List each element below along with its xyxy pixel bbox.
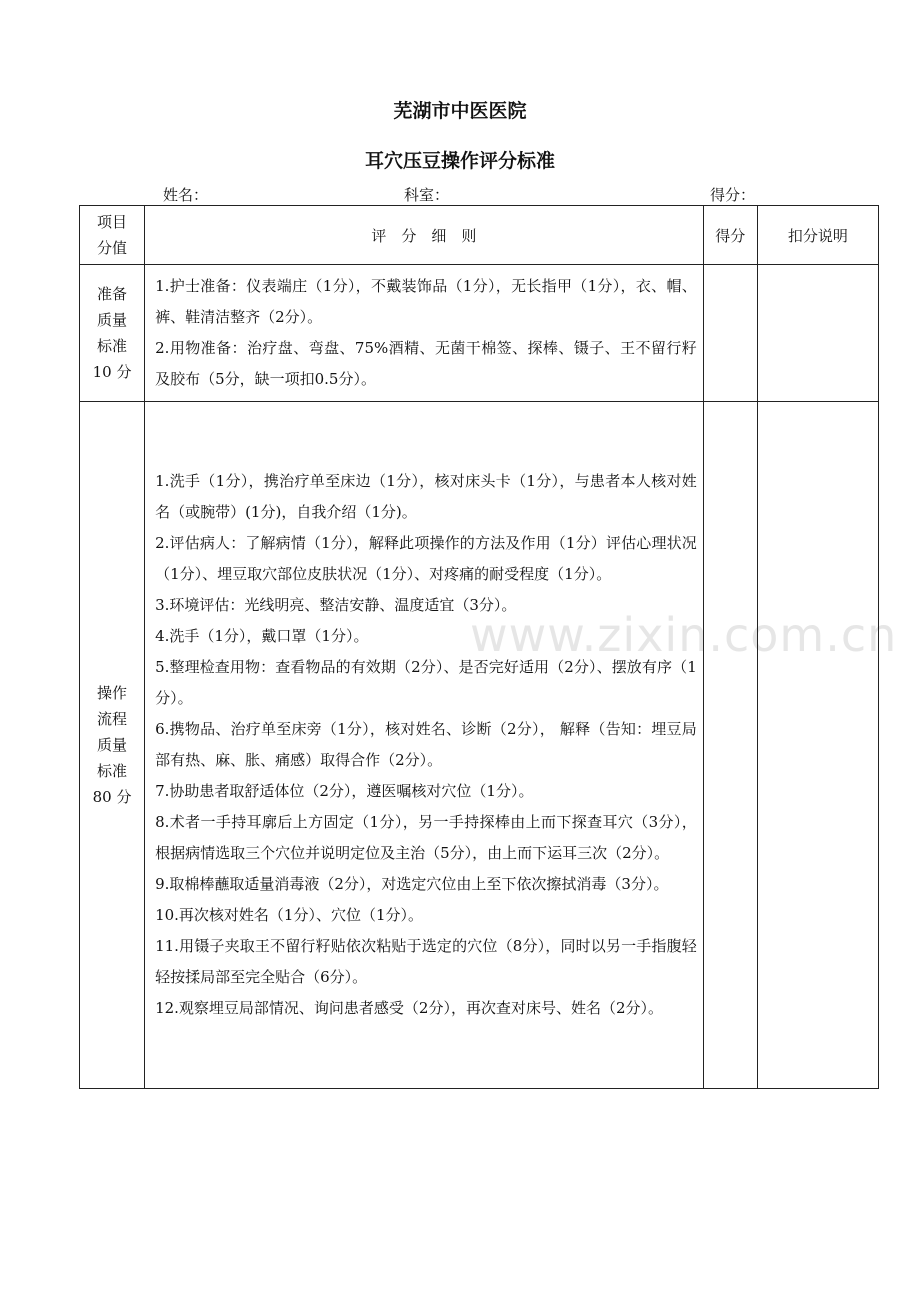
category-line: 操作 <box>97 684 128 702</box>
criteria-item: 4.洗手（1分），戴口罩（1分）。 <box>155 627 369 645</box>
criteria-item: 6.携物品、治疗单至床旁（1分），核对姓名、诊断（2分）， 解释（告知：埋豆局部有热、麻、胀、痛感）取得合作（2分）。 <box>155 720 697 769</box>
category-line: 质量 <box>97 311 128 329</box>
header-category-cell <box>80 206 145 265</box>
watermark-text: www.zixin.com.cn <box>470 608 898 662</box>
table-row-procedure <box>80 402 879 1089</box>
preparation-category-cell <box>80 265 145 402</box>
category-line: 流程 <box>97 710 128 728</box>
category-line: 80 分 <box>92 788 132 806</box>
preparation-note-cell[interactable] <box>757 265 878 402</box>
preparation-score-cell[interactable] <box>703 265 757 402</box>
criteria-item: 7.协助患者取舒适体位（2分），遵医嘱核对穴位（1分）。 <box>155 782 534 800</box>
criteria-item: 1.洗手（1分），携治疗单至床边（1分），核对床头卡（1分），与患者本人核对姓名（或腕带）(1分)，自我介绍（1分)。 <box>155 472 697 521</box>
document-title: 耳穴压豆操作评分标准 <box>364 150 555 172</box>
criteria-item: 12.观察埋豆局部情况、询问患者感受（2分），再次查对床号、姓名（2分）。 <box>155 999 664 1017</box>
category-line: 标准 <box>97 762 128 780</box>
procedure-category-cell <box>80 402 145 1089</box>
criteria-item: 5.整理检查用物：查看物品的有效期（2分）、是否完好适用（2分）、摆放有序（1分）。 <box>155 658 697 707</box>
procedure-note-cell[interactable] <box>757 402 878 1089</box>
criteria-item: 2.用物准备：治疗盘、弯盘、75%酒精、无菌干棉签、探棒、镊子、王不留行籽及胶布（5分，缺一项扣0.5分）。 <box>155 339 697 388</box>
criteria-item: 9.取棉棒蘸取适量消毒液（2分），对选定穴位由上至下依次擦拭消毒（3分）。 <box>155 875 669 893</box>
header-note-cell: 扣分说明 <box>757 206 878 265</box>
criteria-item: 1.护士准备：仪表端庄（1分），不戴装饰品（1分），无长指甲（1分），衣、帽、裤、鞋清洁整齐（2分）。 <box>155 277 697 326</box>
criteria-item: 3.环境评估：光线明亮、整洁安静、温度适宜（3分）。 <box>155 596 517 614</box>
criteria-item: 10.再次核对姓名（1分）、穴位（1分）。 <box>155 906 424 924</box>
procedure-detail-cell <box>145 402 704 1089</box>
header-detail-cell: 评 分 细 则 <box>145 206 704 265</box>
grading-table <box>79 205 879 1089</box>
preparation-detail-cell <box>145 265 704 402</box>
hospital-name: 芜湖市中医医院 <box>393 100 527 122</box>
category-line: 标准 <box>97 337 128 355</box>
category-line: 质量 <box>97 736 128 754</box>
category-line: 10 分 <box>92 363 132 381</box>
header-category-line: 分值 <box>97 239 128 257</box>
table-header-row <box>80 206 879 265</box>
table-row-preparation <box>80 265 879 402</box>
header-score-cell: 得分 <box>703 206 757 265</box>
criteria-item: 8.术者一手持耳廓后上方固定（1分），另一手持探棒由上而下探查耳穴（3分），根据病情选取三个穴位并说明定位及主治（5分），由上而下运耳三次（2分）。 <box>155 813 697 862</box>
total-score-label: 得分： <box>710 186 756 204</box>
department-label: 科室： <box>404 186 450 204</box>
category-line: 准备 <box>97 285 128 303</box>
header-category-line: 项目 <box>97 213 128 231</box>
procedure-score-cell[interactable] <box>703 402 757 1089</box>
criteria-item: 11.用镊子夹取王不留行籽贴依次粘贴于选定的穴位（8分），同时以另一手指腹轻轻按揉局部至完全贴合（6分）。 <box>155 937 697 986</box>
name-label: 姓名： <box>163 186 209 204</box>
criteria-item: 2.评估病人：了解病情（1分），解释此项操作的方法及作用（1分）评估心理状况（1分）、埋豆取穴部位皮肤状况（1分）、对疼痛的耐受程度（1分）。 <box>155 534 697 583</box>
